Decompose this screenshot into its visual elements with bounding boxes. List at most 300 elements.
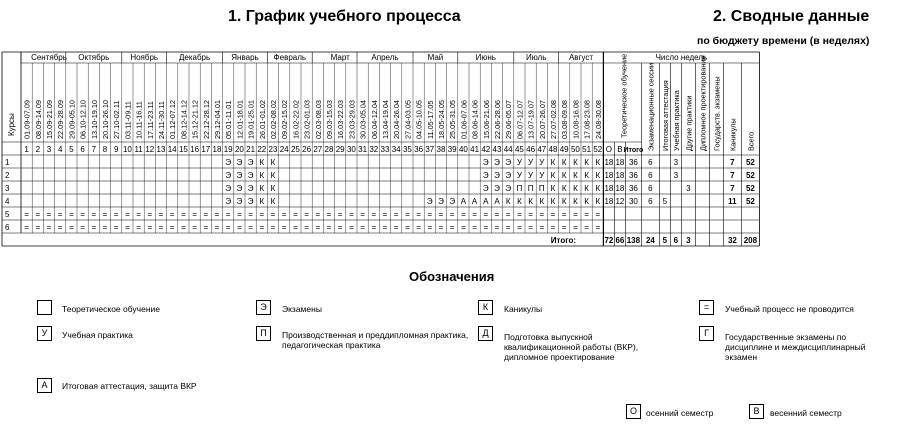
schedule-cell: = <box>539 223 545 232</box>
schedule-cell: = <box>136 223 141 232</box>
week-date-label: 06.10-12.10 <box>78 100 88 139</box>
week-number: 46 <box>526 145 536 154</box>
week-number: 7 <box>91 145 97 154</box>
legend-text-thesis: Подготовка выпускной квалификационной работы (ВКР), дипломное проектирование <box>504 332 639 362</box>
week-number: 9 <box>113 145 119 154</box>
legend-symbol-spring: В <box>749 404 764 419</box>
summary-total: 138 <box>626 236 641 245</box>
schedule-cell: = <box>360 223 365 232</box>
schedule-cell: К <box>259 171 265 180</box>
summary-cell: 52 <box>745 158 755 167</box>
schedule-cell: = <box>237 210 242 219</box>
summary-sub-header: Итого <box>623 147 644 154</box>
schedule-cell: = <box>393 210 399 219</box>
schedule-cell: = <box>528 223 533 232</box>
summary-total: 66 <box>615 236 625 245</box>
schedule-cell: Э <box>247 184 254 193</box>
schedule-cell: = <box>80 223 85 232</box>
summary-cell: 52 <box>745 171 755 180</box>
schedule-cell: = <box>181 210 186 219</box>
week-date-label: 15.09-21.09 <box>45 100 54 139</box>
schedule-cell: = <box>125 223 130 232</box>
schedule-cell: = <box>147 223 153 232</box>
week-number: 35 <box>402 145 412 154</box>
schedule-cell: = <box>494 223 500 232</box>
schedule-cell: К <box>561 197 567 206</box>
schedule-cell: = <box>584 210 589 219</box>
week-number: 19 <box>223 145 233 154</box>
week-number: 29 <box>335 145 345 154</box>
schedule-cell: Э <box>247 158 254 167</box>
schedule-cell: = <box>192 223 197 232</box>
schedule-cell: = <box>315 223 321 232</box>
summary-total: 32 <box>727 236 737 245</box>
week-number: 4 <box>57 145 63 154</box>
schedule-cell: = <box>483 223 489 232</box>
schedule-cell: А <box>483 197 489 206</box>
schedule-cell: = <box>35 210 41 219</box>
schedule-cell: = <box>169 223 175 232</box>
summary-col-header: Другие практики <box>684 95 694 151</box>
schedule-cell: У <box>528 171 534 180</box>
schedule-cell: Э <box>494 158 500 167</box>
schedule-cell: = <box>550 223 556 232</box>
summary-total: 208 <box>743 236 758 245</box>
schedule-cell: = <box>405 210 410 219</box>
week-date-label: 16.02-22.02 <box>291 100 301 139</box>
week-date-label: 15.12-21.12 <box>190 100 200 139</box>
summary-cell: 7 <box>730 184 735 193</box>
schedule-cell: К <box>584 184 589 193</box>
schedule-cell: = <box>125 210 130 219</box>
week-number: 17 <box>201 145 211 154</box>
week-number: 18 <box>212 145 222 154</box>
schedule-cell: = <box>595 223 601 232</box>
week-date-label: 24.08-30.08 <box>593 100 603 139</box>
summary-cell: 18 <box>615 158 625 167</box>
summary-col-header: Теоретическое обучение <box>619 53 629 138</box>
schedule-cell: Э <box>494 184 500 193</box>
schedule-cell: = <box>405 223 410 232</box>
schedule-cell: П <box>538 184 545 193</box>
schedule-cell: К <box>573 171 578 180</box>
month-label: Сентябрь <box>31 53 67 62</box>
week-date-label: 06.07-12.07 <box>515 100 525 139</box>
course-number: 4 <box>5 197 10 206</box>
schedule-cell: Э <box>225 197 232 206</box>
schedule-cell: = <box>46 223 52 232</box>
schedule-cell: П <box>527 184 534 193</box>
schedule-cell: А <box>460 197 467 206</box>
legend-symbol-holidays: К <box>478 300 493 315</box>
week-number: 48 <box>548 145 558 154</box>
week-number: 12 <box>145 145 155 154</box>
schedule-cell: К <box>595 158 601 167</box>
month-label: Ноябрь <box>130 53 159 62</box>
week-date-label: 23.03-29.03 <box>347 100 357 139</box>
week-date-label: 30.03-05.04 <box>358 100 368 139</box>
week-date-label: 27.10-02.11 <box>112 100 122 139</box>
month-label: Февраль <box>273 53 307 62</box>
schedule-cell: = <box>483 210 489 219</box>
schedule-cell: К <box>505 197 511 206</box>
summary-cell: 36 <box>628 184 638 193</box>
week-number: 3 <box>46 145 52 154</box>
schedule-cell: = <box>57 210 63 219</box>
legend-symbol-no-process: = <box>699 300 714 315</box>
schedule-cell: = <box>449 223 455 232</box>
summary-cell: 3 <box>673 158 679 167</box>
schedule-cell: К <box>270 158 276 167</box>
schedule-cell: = <box>393 223 399 232</box>
total-label: Итого: <box>550 236 577 245</box>
legend-symbol-training-practice: У <box>37 326 52 341</box>
schedule-cell: = <box>472 223 477 232</box>
week-date-label: 17.08-23.08 <box>582 100 592 139</box>
week-number: 25 <box>290 145 300 154</box>
schedule-cell: = <box>248 210 253 219</box>
schedule-cell: К <box>561 184 567 193</box>
summary-total: 72 <box>604 236 614 245</box>
week-date-label: 27.07-02.08 <box>549 100 558 139</box>
summary-cell: 36 <box>628 171 638 180</box>
schedule-cell: Э <box>236 158 243 167</box>
week-date-label: 06.04-12.04 <box>369 100 379 139</box>
week-number: 39 <box>447 145 457 154</box>
schedule-cell: = <box>169 210 175 219</box>
schedule-cell: = <box>337 223 343 232</box>
schedule-cell: = <box>203 210 209 219</box>
week-date-label: 25.05-31.05 <box>448 100 458 139</box>
week-number: 2 <box>35 145 41 154</box>
summary-cell: 6 <box>648 184 653 193</box>
schedule-cell: = <box>360 210 365 219</box>
week-date-label: 22.12-28.12 <box>201 100 211 139</box>
week-date-label: 20.07-26.07 <box>537 100 547 139</box>
summary-cell: 3 <box>686 184 691 193</box>
summary-cell: 18 <box>604 184 614 193</box>
schedule-cell: К <box>595 197 601 206</box>
schedule-cell: Э <box>505 158 512 167</box>
schedule-cell: = <box>293 210 298 219</box>
course-number: 2 <box>5 171 10 180</box>
legend-symbol-final-attestation: А <box>37 378 52 393</box>
schedule-cell: К <box>584 158 589 167</box>
summary-cell: 12 <box>615 197 625 206</box>
week-number: 40 <box>458 145 468 154</box>
schedule-cell: = <box>584 223 589 232</box>
week-date-label: 10.11-16.11 <box>134 101 144 139</box>
schedule-cell: = <box>595 210 601 219</box>
week-date-label: 17.11-23.11 <box>145 101 155 139</box>
schedule-cell: = <box>382 223 388 232</box>
week-number: 23 <box>268 145 278 154</box>
week-date-label: 13.07-19.07 <box>526 100 536 139</box>
week-date-label: 19.01-25.01 <box>246 100 256 139</box>
schedule-cell: = <box>382 210 388 219</box>
week-number: 33 <box>380 145 390 154</box>
summary-cell: 7 <box>730 171 735 180</box>
schedule-cell: = <box>270 210 276 219</box>
month-label: Март <box>330 53 350 62</box>
legend-text-autumn: осенний семестр <box>646 408 714 418</box>
schedule-cell: Э <box>236 197 243 206</box>
legend-symbol-exams: Э <box>256 300 271 315</box>
schedule-cell: = <box>270 223 276 232</box>
summary-cell: 30 <box>628 197 638 206</box>
schedule-cell: = <box>573 223 578 232</box>
week-date-label: 03.08-09.08 <box>560 100 570 139</box>
week-number: 10 <box>122 145 132 154</box>
course-number: 5 <box>5 210 10 219</box>
schedule-cell: = <box>371 223 377 232</box>
month-label: Декабрь <box>178 53 211 62</box>
legend-text-no-process: Учебный процесс не проводится <box>725 304 854 314</box>
week-date-label: 26.01-01.02 <box>257 100 267 139</box>
week-date-label: 08.12-14.12 <box>179 100 189 139</box>
schedule-cell: Э <box>505 171 512 180</box>
schedule-cell: У <box>516 171 522 180</box>
legend-text-state-exams: Государственные экзамены по дисциплине и междисциплинарный экзамен <box>725 332 866 362</box>
schedule-cell: = <box>427 223 433 232</box>
schedule-cell: = <box>326 210 332 219</box>
schedule-cell: = <box>326 223 332 232</box>
schedule-cell: Э <box>225 171 232 180</box>
week-number: 14 <box>167 145 177 154</box>
schedule-cell: К <box>550 158 556 167</box>
schedule-cell: = <box>528 210 533 219</box>
schedule-cell: = <box>203 223 209 232</box>
schedule-cell: К <box>270 184 276 193</box>
schedule-cell: У <box>528 158 534 167</box>
schedule-cell: Э <box>225 158 232 167</box>
schedule-cell: К <box>561 158 567 167</box>
week-date-label: 27.04-03.05 <box>403 100 413 139</box>
schedule-cell: = <box>46 210 52 219</box>
legend-title: Обозначения <box>409 269 495 284</box>
schedule-cell: = <box>24 223 29 232</box>
schedule-cell: К <box>270 171 276 180</box>
schedule-cell: К <box>573 158 578 167</box>
schedule-cell: = <box>371 210 377 219</box>
summary-col-header: Итоговая аттестация <box>660 80 670 151</box>
schedule-cell: К <box>528 197 533 206</box>
schedule-cell: У <box>539 158 545 167</box>
month-label: Июль <box>525 53 547 62</box>
schedule-cell: = <box>539 210 545 219</box>
schedule-cell: Э <box>225 184 232 193</box>
schedule-cell: = <box>561 223 567 232</box>
week-date-label: 10.08-16.08 <box>571 100 581 139</box>
schedule-cell: = <box>494 210 500 219</box>
schedule-cell: = <box>113 210 119 219</box>
week-date-label: 01.09-07.09 <box>22 100 32 139</box>
week-number: 32 <box>369 145 379 154</box>
legend-text-exams: Экзамены <box>282 304 322 314</box>
week-number: 20 <box>234 145 244 154</box>
week-date-label: 01.06-07.06 <box>459 100 469 139</box>
week-date-label: 29.12-04.01 <box>213 100 222 139</box>
legend-symbol-thesis: Д <box>478 326 493 341</box>
schedule-cell: Э <box>482 171 489 180</box>
course-number: 3 <box>5 184 10 193</box>
schedule-cell: = <box>259 210 265 219</box>
summary-col-header: Каникулы <box>728 118 738 151</box>
week-date-label: 22.09-28.09 <box>56 100 66 139</box>
week-date-label: 08.09-14.09 <box>33 100 43 139</box>
legend-text-training-practice: Учебная практика <box>62 330 133 340</box>
week-date-label: 23.02-01.03 <box>302 100 312 139</box>
week-date-label: 18.05-24.05 <box>437 100 446 139</box>
schedule-cell: А <box>494 197 500 206</box>
month-label: Октябрь <box>78 53 110 62</box>
schedule-cell: = <box>102 210 108 219</box>
week-number: 52 <box>593 145 603 154</box>
month-label: Август <box>568 53 594 62</box>
schedule-cell: = <box>181 223 186 232</box>
schedule-cell: = <box>416 223 421 232</box>
schedule-cell: К <box>259 197 265 206</box>
summary-col-header: Государств. экзамены <box>712 76 722 151</box>
legend-symbol-autumn: О <box>626 404 641 419</box>
summary-cell: 18 <box>604 158 614 167</box>
week-number: 45 <box>514 145 524 154</box>
month-label: Январь <box>231 53 259 62</box>
week-date-label: 29.09-05.10 <box>67 100 77 139</box>
summary-cell: 52 <box>745 197 755 206</box>
schedule-cell: У <box>516 158 522 167</box>
summary-cell: 52 <box>745 184 755 193</box>
schedule-cell: = <box>35 223 41 232</box>
summary-group-header: Число недель <box>655 53 708 62</box>
schedule-cell: = <box>91 223 97 232</box>
schedule-cell: = <box>505 210 511 219</box>
schedule-cell: П <box>516 184 523 193</box>
schedule-cell: К <box>595 184 601 193</box>
schedule-cell: Э <box>247 197 254 206</box>
schedule-cell: = <box>304 210 309 219</box>
schedule-cell: А <box>471 197 478 206</box>
week-date-label: 09.03-15.03 <box>325 100 334 139</box>
schedule-cell: = <box>505 223 511 232</box>
schedule-cell: = <box>438 210 444 219</box>
summary-col-header: Учебная практика <box>671 90 681 151</box>
schedule-cell: = <box>281 210 287 219</box>
schedule-cell: = <box>214 210 220 219</box>
schedule-cell: Э <box>494 171 500 180</box>
summary-cell: 18 <box>615 171 625 180</box>
schedule-cell: = <box>136 210 141 219</box>
week-date-label: 20.10-26.10 <box>101 100 110 139</box>
summary-cell: 6 <box>648 197 653 206</box>
week-number: 13 <box>156 145 166 154</box>
summary-cell: 36 <box>628 158 638 167</box>
schedule-cell: Э <box>426 197 433 206</box>
week-number: 34 <box>391 145 401 154</box>
legend-text-production-practice: Производственная и преддипломная практика, педагогическая практика <box>282 330 469 350</box>
week-number: 16 <box>190 145 200 154</box>
week-number: 41 <box>470 145 480 154</box>
schedule-cell: = <box>281 223 287 232</box>
week-number: 37 <box>425 145 435 154</box>
schedule-cell: К <box>595 171 601 180</box>
schedule-cell: = <box>214 223 220 232</box>
week-number: 36 <box>414 145 424 154</box>
summary-cell: 6 <box>648 158 653 167</box>
week-number: 38 <box>436 145 446 154</box>
week-number: 26 <box>302 145 312 154</box>
schedule-cell: = <box>461 223 466 232</box>
week-date-label: 04.05-10.05 <box>414 100 424 139</box>
summary-cell: 6 <box>648 171 653 180</box>
summary-sub-header: В <box>617 145 623 154</box>
schedule-cell: Э <box>236 171 243 180</box>
legend-symbol-production-practice: П <box>256 326 271 341</box>
summary-total: 3 <box>686 236 691 245</box>
schedule-cell: К <box>550 197 556 206</box>
schedule-cell: К <box>259 184 265 193</box>
week-date-label: 08.06-14.06 <box>470 100 480 139</box>
summary-subtitle: по бюджету времени (в неделях) <box>697 35 870 47</box>
week-number: 28 <box>324 145 334 154</box>
schedule-cell: = <box>550 210 556 219</box>
week-number: 31 <box>358 145 368 154</box>
schedule-cell: К <box>573 197 578 206</box>
legend-text-theory: Теоретическое обучение <box>62 304 161 314</box>
schedule-cell: = <box>69 210 74 219</box>
schedule-cell: Э <box>247 171 254 180</box>
schedule-cell: = <box>315 210 321 219</box>
week-date-label: 11.05-17.05 <box>425 100 435 139</box>
summary-cell: 18 <box>604 197 614 206</box>
schedule-cell: = <box>449 210 455 219</box>
schedule-cell: У <box>539 171 545 180</box>
month-label: Июнь <box>475 53 496 62</box>
schedule-title: 1. График учебного процесса <box>228 8 461 25</box>
week-number: 8 <box>102 145 108 154</box>
summary-total: 24 <box>645 236 655 245</box>
schedule-cell: = <box>461 210 466 219</box>
summary-title: 2. Сводные данные <box>713 8 870 25</box>
schedule-cell: = <box>349 210 354 219</box>
schedule-cell: = <box>248 223 253 232</box>
courses-label: Курсы <box>7 113 16 136</box>
summary-cell: 3 <box>673 171 679 180</box>
week-number: 51 <box>582 145 592 154</box>
legend-symbol-state-exams: Г <box>699 326 714 341</box>
schedule-cell: = <box>57 223 63 232</box>
week-number: 22 <box>257 145 267 154</box>
week-number: 15 <box>178 145 188 154</box>
week-number: 50 <box>570 145 580 154</box>
schedule-cell: Э <box>505 184 512 193</box>
schedule-cell: = <box>304 223 309 232</box>
summary-cell: 18 <box>604 171 614 180</box>
week-date-label: 02.02-08.02 <box>269 100 278 139</box>
schedule-cell: = <box>237 223 242 232</box>
week-number: 27 <box>313 145 323 154</box>
summary-cell: 7 <box>730 158 735 167</box>
summary-cell: 5 <box>662 197 668 206</box>
week-date-label: 16.03-22.03 <box>336 100 346 139</box>
week-date-label: 15.06-21.06 <box>481 100 491 139</box>
schedule-cell: = <box>561 210 567 219</box>
schedule-cell: = <box>517 223 522 232</box>
schedule-cell: К <box>584 171 589 180</box>
summary-total: 6 <box>673 236 679 245</box>
schedule-cell: = <box>158 223 164 232</box>
week-date-label: 03.11-09.11 <box>123 101 133 139</box>
